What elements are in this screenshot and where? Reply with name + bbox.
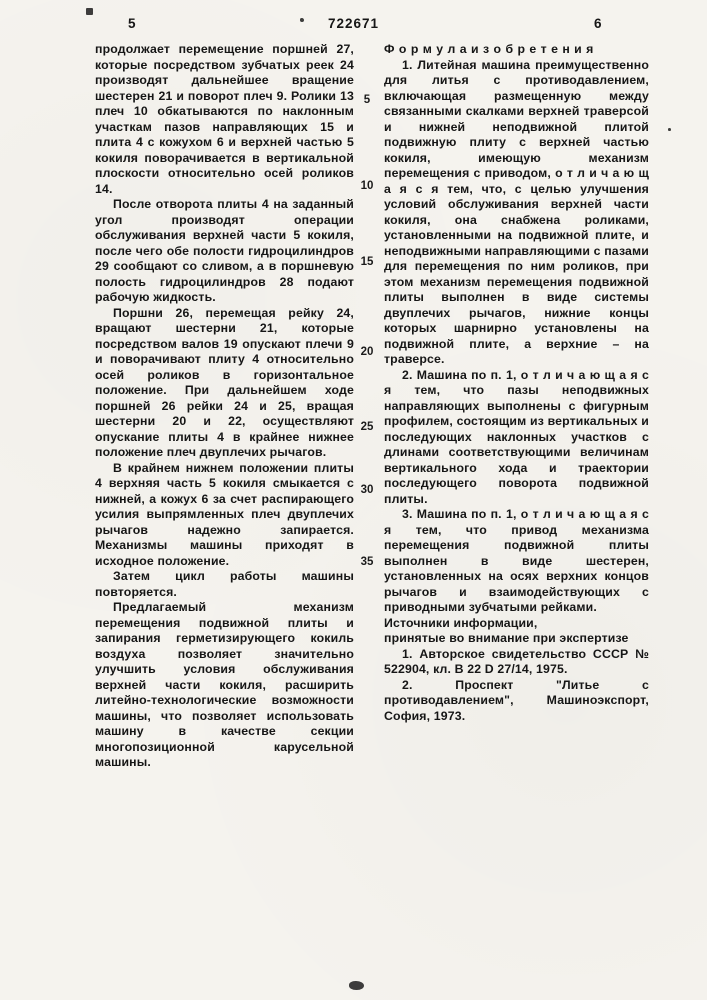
left-column	[95, 42, 354, 771]
sources-heading-line2: принятые во внимание при экспертизе	[384, 631, 629, 645]
claims-heading: Ф о р м у л а и з о б р е т е н и я	[384, 42, 594, 56]
scan-artifact	[668, 128, 671, 131]
body-paragraph: продолжает перемещение поршней 27, которые посредством зубчатых реек 24 производят дальнейшее вращение шестерен 21 и поворот плеч 9. Ролики 13 плеч 10 обкатываются по наклонным участкам пазов направляющих 15 и плита 4 с кожухом 6 и верхней частью 5 кокиля поворачивается в вертикальной плоскости относительно осей роликов 14.	[95, 42, 354, 196]
sources-heading-line1: Источники информации,	[384, 615, 538, 630]
gutter-line-number: 30	[360, 484, 374, 496]
body-paragraph: Поршни 26, перемещая рейку 24, вращают шестерни 21, которые посредством валов 19 опускают плечи 9 и поворачивают плиту 4 относительно осей роликов в горизонтальное положение. При дальнейшем ходе поршней 26 рейки 24 и 25, вращая шестерни 20 и 22, осуществляют опускание плиты 4 в крайнее нижнее положение плеч двуплечих рычагов.	[95, 305, 354, 459]
body-paragraph: Предлагаемый механизм перемещения подвижной плиты и запирания герметизирующего кокиль воздуха позволяет значительно улучшить условия обслуживания верхней части кокиля, расширить литейно-технологические возможности машины, что позволяет использовать машину в качестве секции многопозиционной карусельной машины.	[95, 600, 354, 769]
patent-number: 722671	[327, 16, 380, 31]
gutter-line-number: 20	[360, 346, 374, 358]
gutter-line-number: 5	[363, 94, 371, 106]
reference-item: 1. Авторское свидетельство СССР № 522904, кл. B 22 D 27/14, 1975.	[384, 646, 649, 676]
scan-artifact	[349, 981, 364, 990]
body-paragraph: Затем цикл работы машины повторяется.	[95, 569, 354, 599]
gutter-line-number: 15	[360, 256, 374, 268]
scan-artifact	[86, 8, 93, 15]
reference-item: 2. Проспект "Литье с противодавлением", Машиноэкспорт, София, 1973.	[384, 677, 649, 723]
gutter-line-number: 10	[360, 180, 374, 192]
body-paragraph: В крайнем нижнем положении плиты 4 верхняя часть 5 кокиля смыкается с нижней, а кожух 6 за счет распирающего усилия выпрямленных плеч двуплечих рычагов надежно запирается. Механизмы машины приходят в исходное положение.	[95, 460, 354, 568]
body-paragraph: После отворота плиты 4 на заданный угол производят операции обслуживания верхней части 5 кокиля, после чего обе полости гидроцилиндров 29 сообщают со сливом, а в поршневую полость гидроцилиндров 28 подают рабочую жидкость.	[95, 197, 354, 304]
page-number-right: 6	[594, 16, 603, 31]
claim-paragraph: 3. Машина по п. 1, о т л и ч а ю щ а я с я тем, что привод механизма перемещения подвижной плиты выполнен в виде шестерен, установленных на осях верхних концов рычагов и взаимодействующих с приводными зубчатыми рейками.	[384, 507, 649, 614]
right-column	[384, 42, 649, 724]
claim-paragraph: 2. Машина по п. 1, о т л и ч а ю щ а я с я тем, что пазы неподвижных направляющих выполнены с фигурным профилем, состоящим из вертикальных и последующих наклонных участков с длинами соответствующими величинам вертикального хода и траектории последующего поворота подвижной плиты.	[384, 367, 649, 506]
gutter-line-number: 25	[360, 421, 374, 433]
page-number-left: 5	[128, 16, 137, 31]
gutter-line-number: 35	[360, 556, 374, 568]
claim-paragraph: 1. Литейная машина преимущественно для литья с противодавлением, включающая размещенную между связанными скалками верхней траверсой и нижней неподвижной плитой подвижную плиту с верхней частью кокиля, имеющую механизм перемещения с приводом, о т л и ч а ю щ а я с я тем, что, с целью улучшения условий обслуживания верхней части кокиля, она снабжена роликами, установленными на подвижной плите, и неподвижными направляющими с пазами для перемещения по ним роликов, при этом механизм перемещения подвижной плиты выполнен в виде системы двуплечих рычагов, нижние концы которых шарнирно установлены на подвижной плите, а верхние – на траверсе.	[384, 57, 649, 366]
